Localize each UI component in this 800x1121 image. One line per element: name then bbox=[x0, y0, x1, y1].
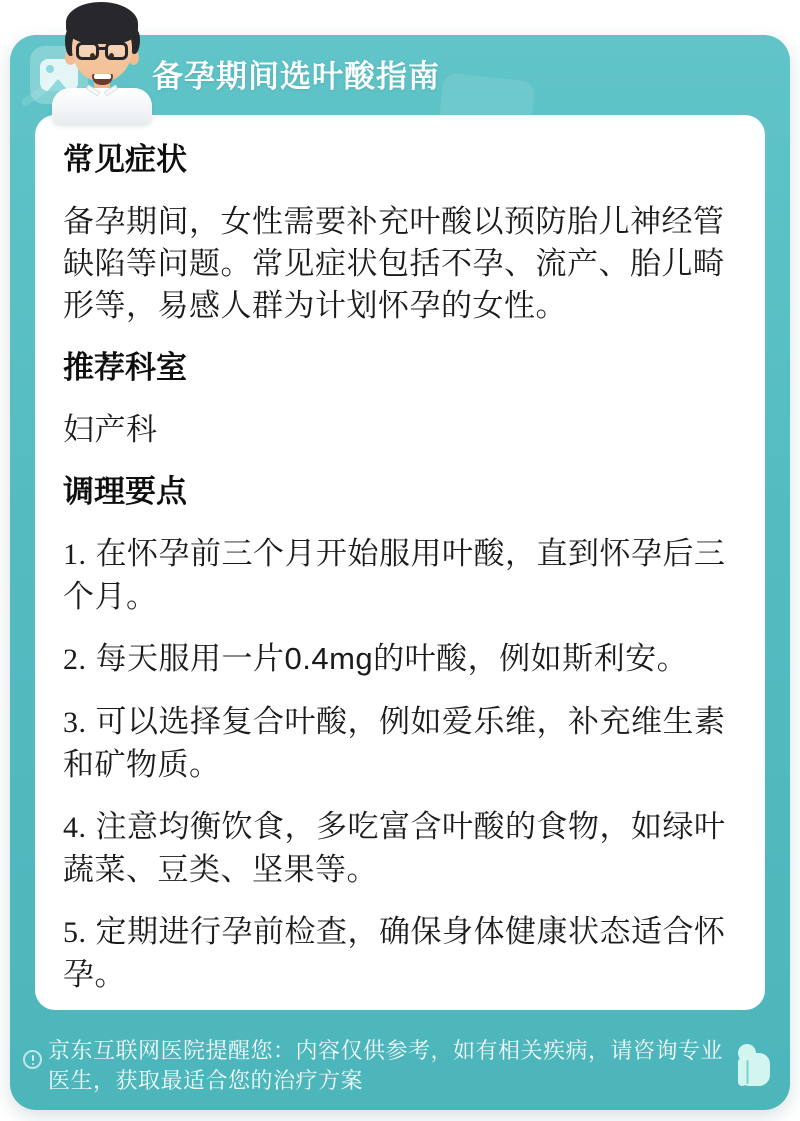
avatar-eye bbox=[90, 53, 95, 59]
list-item-text: 每天服用一片0.4mg的叶酸，例如斯利安。 bbox=[95, 641, 689, 676]
list-item-number: 2. bbox=[63, 643, 87, 676]
app-container bbox=[10, 35, 790, 1110]
avatar-shirt bbox=[52, 88, 152, 124]
content-card bbox=[35, 115, 765, 1010]
list-item-text: 可以选择复合叶酸，例如爱乐维，补充维生素和矿物质。 bbox=[63, 704, 726, 782]
doctor-avatar bbox=[52, 2, 152, 124]
points-list bbox=[63, 533, 737, 996]
section-paragraph-symptoms: 备孕期间，女性需要补充叶酸以预防胎儿神经管缺陷等问题。常见症状包括不孕、流产、胎儿畸形等，易感人群为计划怀孕的女性。 bbox=[63, 204, 725, 323]
list-item bbox=[63, 911, 737, 996]
footer-disclaimer: 京东互联网医院提醒您：内容仅供参考，如有相关疾病，请咨询专业医生，获取最适合您的治疗方案 bbox=[48, 1038, 724, 1093]
thumbs-up-button[interactable] bbox=[726, 1040, 774, 1090]
section-heading-department: 推荐科室 bbox=[63, 350, 187, 385]
list-item-number: 3. bbox=[63, 706, 87, 739]
avatar-eye bbox=[109, 53, 114, 59]
list-item-number: 4. bbox=[63, 811, 87, 844]
section-heading-points: 调理要点 bbox=[63, 474, 187, 509]
list-item bbox=[63, 701, 737, 786]
page-title: 备孕期间选叶酸指南 bbox=[152, 59, 440, 94]
footer bbox=[10, 1036, 790, 1096]
thumbs-up-icon bbox=[726, 1040, 774, 1090]
section-paragraph-department: 妇产科 bbox=[63, 412, 158, 447]
list-item-number: 1. bbox=[63, 538, 87, 571]
list-item-text: 定期进行孕前检查，确保身体健康状态适合怀孕。 bbox=[63, 914, 726, 992]
list-item-text: 注意均衡饮食，多吃富含叶酸的食物，如绿叶蔬菜、豆类、坚果等。 bbox=[63, 809, 726, 887]
list-item-text: 在怀孕前三个月开始服用叶酸，直到怀孕后三个月。 bbox=[63, 536, 726, 614]
list-item bbox=[63, 806, 737, 891]
avatar-glasses bbox=[74, 42, 130, 62]
section-heading-symptoms: 常见症状 bbox=[63, 142, 187, 177]
avatar-hair bbox=[66, 2, 138, 44]
list-item-number: 5. bbox=[63, 916, 87, 949]
list-item bbox=[63, 638, 737, 681]
list-item bbox=[63, 533, 737, 618]
info-icon bbox=[23, 1050, 42, 1069]
